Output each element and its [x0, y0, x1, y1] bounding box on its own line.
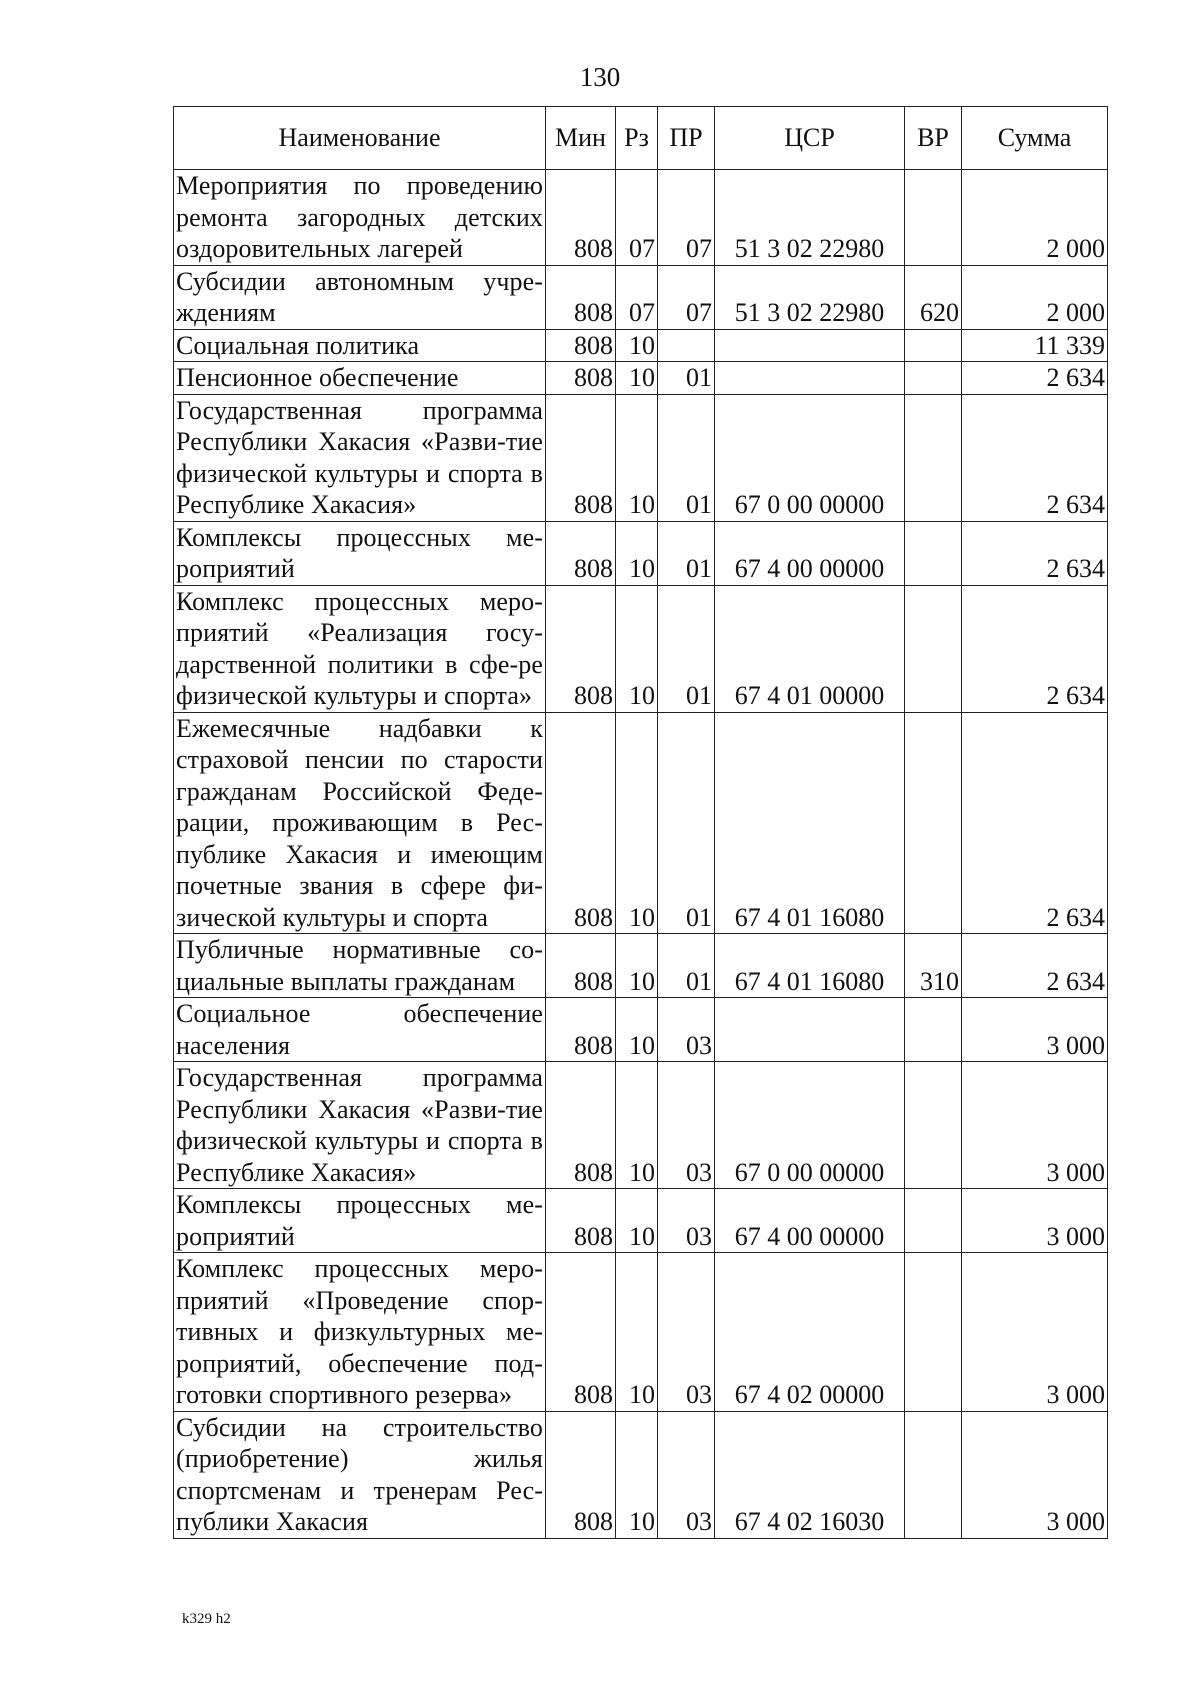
header-rz: Рз — [616, 107, 658, 170]
header-sum: Сумма — [962, 107, 1108, 170]
cell-min: 808 — [546, 170, 616, 266]
cell-csr: 51 3 02 22980 — [715, 170, 905, 266]
cell-min: 808 — [546, 1253, 616, 1412]
cell-rz: 07 — [616, 170, 658, 266]
cell-min: 808 — [546, 585, 616, 712]
cell-rz: 10 — [616, 1062, 658, 1189]
cell-pr: 01 — [658, 521, 715, 585]
cell-pr: 01 — [658, 362, 715, 395]
cell-pr — [658, 329, 715, 362]
cell-vr — [905, 1189, 962, 1253]
cell-csr — [715, 362, 905, 395]
table-row — [174, 1253, 1108, 1412]
cell-csr: 67 4 00 00000 — [715, 521, 905, 585]
cell-min: 808 — [546, 712, 616, 934]
cell-vr — [905, 712, 962, 934]
cell-rz: 10 — [616, 934, 658, 998]
cell-sum: 2 634 — [962, 362, 1108, 395]
cell-csr — [715, 998, 905, 1062]
cell-name: Комплексы процессных ме-роприятий — [174, 521, 546, 585]
cell-min: 808 — [546, 1062, 616, 1189]
cell-sum: 3 000 — [962, 998, 1108, 1062]
cell-rz: 10 — [616, 362, 658, 395]
cell-pr: 07 — [658, 265, 715, 329]
header-pr: ПР — [658, 107, 715, 170]
header-name: Наименование — [174, 107, 546, 170]
header-min: Мин — [546, 107, 616, 170]
cell-csr: 67 0 00 00000 — [715, 1062, 905, 1189]
cell-min: 808 — [546, 998, 616, 1062]
cell-vr — [905, 1062, 962, 1189]
cell-vr — [905, 521, 962, 585]
cell-min: 808 — [546, 1189, 616, 1253]
cell-vr — [905, 1411, 962, 1538]
cell-sum: 2 634 — [962, 712, 1108, 934]
cell-sum: 2 634 — [962, 934, 1108, 998]
cell-csr: 67 4 01 16080 — [715, 934, 905, 998]
table-row — [174, 394, 1108, 521]
cell-rz: 10 — [616, 1189, 658, 1253]
cell-vr — [905, 585, 962, 712]
table-row — [174, 329, 1108, 362]
cell-sum: 2 000 — [962, 265, 1108, 329]
table-row — [174, 712, 1108, 934]
cell-vr: 620 — [905, 265, 962, 329]
table-row — [174, 170, 1108, 266]
cell-name: Социальное обеспечение населения — [174, 998, 546, 1062]
cell-pr: 03 — [658, 1411, 715, 1538]
cell-csr: 67 4 02 00000 — [715, 1253, 905, 1412]
cell-min: 808 — [546, 934, 616, 998]
cell-min: 808 — [546, 329, 616, 362]
table-body — [174, 170, 1108, 1539]
document-code: k329 h2 — [182, 1611, 231, 1627]
cell-rz: 10 — [616, 585, 658, 712]
cell-csr: 67 0 00 00000 — [715, 394, 905, 521]
cell-rz: 10 — [616, 394, 658, 521]
cell-sum: 2 634 — [962, 394, 1108, 521]
cell-sum: 3 000 — [962, 1411, 1108, 1538]
cell-min: 808 — [546, 394, 616, 521]
table-row — [174, 1062, 1108, 1189]
cell-name: Мероприятия по проведению ремонта загородных детских оздоровительных лагерей — [174, 170, 546, 266]
header-csr: ЦСР — [715, 107, 905, 170]
cell-name: Пенсионное обеспечение — [174, 362, 546, 395]
cell-min: 808 — [546, 1411, 616, 1538]
cell-csr — [715, 329, 905, 362]
cell-name: Государственная программа Республики Хакасия «Разви-тие физической культуры и спорта в Республике Хакасия» — [174, 1062, 546, 1189]
cell-rz: 10 — [616, 521, 658, 585]
cell-rz: 10 — [616, 998, 658, 1062]
cell-name: Субсидии на строительство (приобретение) жилья спортсменам и тренерам Рес-публики Хакасия — [174, 1411, 546, 1538]
cell-vr — [905, 329, 962, 362]
cell-pr: 03 — [658, 1253, 715, 1412]
cell-name: Государственная программа Республики Хакасия «Разви-тие физической культуры и спорта в Республике Хакасия» — [174, 394, 546, 521]
cell-vr — [905, 998, 962, 1062]
table-row — [174, 1411, 1108, 1538]
cell-pr: 07 — [658, 170, 715, 266]
cell-rz: 10 — [616, 1253, 658, 1412]
table-row — [174, 934, 1108, 998]
table-header-row — [174, 107, 1108, 170]
cell-pr: 03 — [658, 1062, 715, 1189]
cell-vr: 310 — [905, 934, 962, 998]
cell-rz: 10 — [616, 712, 658, 934]
cell-sum: 2 000 — [962, 170, 1108, 266]
cell-vr — [905, 1253, 962, 1412]
page-number: 130 — [579, 62, 621, 92]
cell-name: Публичные нормативные со-циальные выплаты гражданам — [174, 934, 546, 998]
cell-sum: 2 634 — [962, 521, 1108, 585]
cell-csr: 67 4 02 16030 — [715, 1411, 905, 1538]
table-row — [174, 585, 1108, 712]
cell-name: Ежемесячные надбавки к страховой пенсии по старости гражданам Российской Феде-рации, проживающим в Рес-публике Хакасия и имеющим почетные звания в сфере фи-зической культуры и спорта — [174, 712, 546, 934]
cell-rz: 10 — [616, 329, 658, 362]
cell-name: Комплексы процессных ме-роприятий — [174, 1189, 546, 1253]
cell-rz: 10 — [616, 1411, 658, 1538]
cell-sum: 11 339 — [962, 329, 1108, 362]
budget-table — [173, 106, 1108, 1539]
table-row — [174, 521, 1108, 585]
cell-min: 808 — [546, 265, 616, 329]
cell-min: 808 — [546, 521, 616, 585]
table-row — [174, 362, 1108, 395]
cell-rz: 07 — [616, 265, 658, 329]
cell-name: Субсидии автономным учре-ждениям — [174, 265, 546, 329]
cell-csr: 51 3 02 22980 — [715, 265, 905, 329]
cell-csr: 67 4 01 16080 — [715, 712, 905, 934]
cell-sum: 2 634 — [962, 585, 1108, 712]
table-row — [174, 265, 1108, 329]
cell-csr: 67 4 00 00000 — [715, 1189, 905, 1253]
cell-sum: 3 000 — [962, 1062, 1108, 1189]
cell-pr: 01 — [658, 585, 715, 712]
cell-name: Комплекс процессных меро-приятий «Проведение спор-тивных и физкультурных ме-роприятий, обеспечение под-готовки спортивного резерва» — [174, 1253, 546, 1412]
header-vr: ВР — [905, 107, 962, 170]
cell-pr: 01 — [658, 712, 715, 934]
cell-name: Социальная политика — [174, 329, 546, 362]
cell-pr: 01 — [658, 394, 715, 521]
cell-vr — [905, 170, 962, 266]
cell-pr: 01 — [658, 934, 715, 998]
table-row — [174, 1189, 1108, 1253]
cell-pr: 03 — [658, 1189, 715, 1253]
cell-name: Комплекс процессных меро-приятий «Реализация госу-дарственной политики в сфе-ре физической культуры и спорта» — [174, 585, 546, 712]
cell-vr — [905, 394, 962, 521]
cell-sum: 3 000 — [962, 1189, 1108, 1253]
cell-pr: 03 — [658, 998, 715, 1062]
cell-sum: 3 000 — [962, 1253, 1108, 1412]
cell-vr — [905, 362, 962, 395]
cell-min: 808 — [546, 362, 616, 395]
cell-csr: 67 4 01 00000 — [715, 585, 905, 712]
table-row — [174, 998, 1108, 1062]
